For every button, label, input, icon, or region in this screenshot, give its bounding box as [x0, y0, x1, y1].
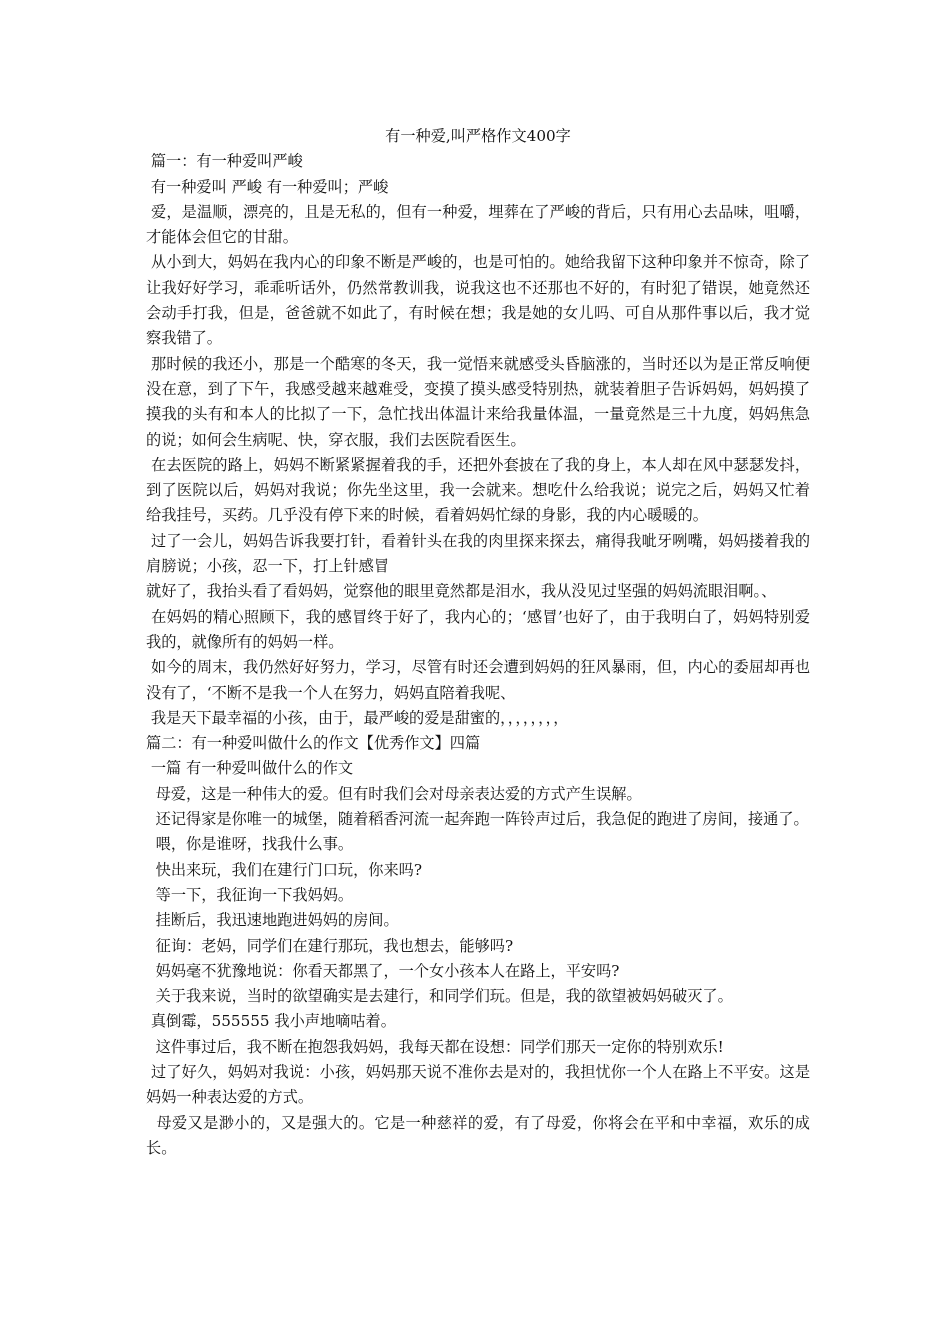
paragraph: 过了好久，妈妈对我说：小孩，妈妈那天说不准你去是对的，我担忧你一个人在路上不平安。这是妈妈一种表达爱的方式。 [146, 1062, 811, 1107]
paragraph: 如今的周末，我仍然好好努力，学习，尽管有时还会遭到妈妈的狂风暴雨，但，内心的委屈却再也没有了，‘不断不是我一个人在努力，妈妈直陪着我呢、 [146, 658, 811, 702]
paragraph: 从小到大，妈妈在我内心的印象不断是严峻的，也是可怕的。她给我留下这种印象并不惊奇，除了让我好好学习，乖乖听话外，仍然常教训我，说我这也不还那也不好的，有时犯了错误，她竟然还会动手打我，但是，爸爸就不如此了，有时候在想；我是她的女儿吗、可自从那件事以后，我才觉察我错了。 [146, 253, 811, 348]
paragraph: 关于我来说，当时的欲望确实是去建行，和同学们玩。但是，我的欲望被妈妈破灭了。 [146, 987, 733, 1006]
paragraph: 挂断后，我迅速地跑进妈妈的房间。 [146, 911, 399, 930]
paragraph: 母爱又是渺小的，又是强大的。它是一种慈祥的爱，有了母爱，你将会在平和中幸福，欢乐的成长。 [146, 1113, 810, 1157]
paragraph: 有一种爱叫 严峻 有一种爱叫；严峻 [146, 177, 389, 196]
paragraph: 等一下，我征询一下我妈妈。 [146, 885, 354, 904]
paragraph: 那时候的我还小，那是一个酷寒的冬天，我一觉悟来就感受头昏脑涨的，当时还以为是正常反响便没在意，到了下午，我感受越来越难受，变摸了摸头感受特别热，就装着胆子告诉妈妈，妈妈摸了摸我的头有和本人的比拟了一下，急忙找出体温计来给我量体温，一量竟然是三十九度，妈妈焦急的说；如何会生病呢、快，穿衣服，我们去医院看医生。 [146, 354, 811, 449]
paragraph: 喂，你是谁呀，找我什么事。 [146, 835, 354, 854]
paragraph: 爱，是温顺，漂亮的，且是无私的，但有一种爱，埋葬在了严峻的背后，只有用心去品味，咀嚼，才能体会但它的甘甜。 [146, 202, 811, 247]
paragraph: 母爱，这是一种伟大的爱。但有时我们会对母亲表达爱的方式产生误解。 [146, 784, 642, 803]
document-page [146, 124, 810, 1161]
document-body [146, 149, 810, 1161]
paragraph: 在妈妈的精心照顾下，我的感冒终于好了，我内心的；‘感冒’也好了，由于我明白了，妈妈特别爱我的，就像所有的妈妈一样。 [146, 607, 811, 651]
paragraph: 过了一会儿，妈妈告诉我要打针，看着针头在我的肉里探来探去，痛得我呲牙咧嘴，妈妈搂着我的肩膀说；小孩，忍一下，打上针感冒 [146, 531, 811, 576]
paragraph: 一篇 有一种爱叫做什么的作文 [146, 759, 354, 778]
paragraph: 征询：老妈，同学们在建行那玩，我也想去，能够吗? [146, 936, 514, 955]
paragraph: 在去医院的路上，妈妈不断紧紧握着我的手，还把外套披在了我的身上，本人却在风中瑟瑟发抖，到了医院以后，妈妈对我说；你先坐这里，我一会就来。想吃什么给我说；说完之后，妈妈又忙着给我挂号，买药。几乎没有停下来的时候，看着妈妈忙绿的身影，我的内心暖暖的。 [146, 455, 811, 525]
paragraph: 妈妈毫不犹豫地说：你看天都黑了，一个女小孩本人在路上，平安吗? [146, 961, 620, 980]
document-title: 有一种爱,叫严格作文400字 [385, 127, 571, 145]
paragraph: 篇二：有一种爱叫做什么的作文【优秀作文】四篇 [146, 734, 481, 753]
paragraph: 我是天下最幸福的小孩，由于，最严峻的爱是甜蜜的，，，，，，，， [146, 708, 569, 727]
paragraph: 就好了，我抬头看了看妈妈，觉察他的眼里竟然都是泪水，我从没见过坚强的妈妈流眼泪啊。、 [146, 582, 777, 601]
paragraph: 这件事过后，我不断在抱怨我妈妈，我每天都在设想：同学们那天一定你的特别欢乐! [146, 1037, 724, 1056]
paragraph: 快出来玩，我们在建行门口玩，你来吗? [146, 860, 422, 879]
paragraph: 还记得家是你唯一的城堡，随着稻香河流一起奔跑一阵铃声过后，我急促的跑进了房间，接通了。 [146, 810, 809, 829]
paragraph: 真倒霉，555555 我小声地嘀咕着。 [146, 1012, 396, 1031]
paragraph: 篇一：有一种爱叫严峻 [146, 152, 303, 171]
